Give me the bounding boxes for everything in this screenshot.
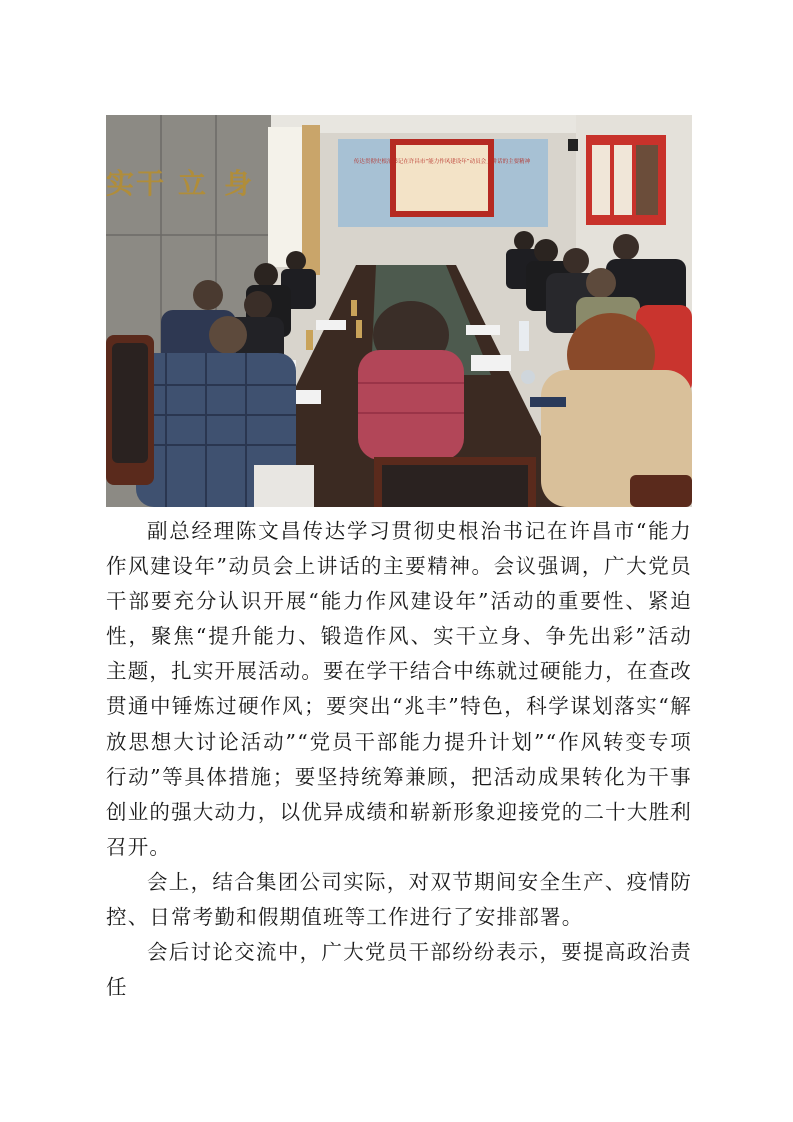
wall-characters	[106, 167, 252, 200]
paragraph: 会上，结合集团公司实际，对双节期间安全生产、疫情防控、日常考勤和假期值班等工作进行了安排部署。	[106, 869, 692, 930]
paragraph: 副总经理陈文昌传达学习贯彻史根治书记在许昌市“能力作风建设年”动员会上讲话的主要精神。会议强调，广大党员干部要充分认识开展“能力作风建设年”活动的重要性、紧迫性，聚焦“提升能力、锻造作风、实干立身、争先出彩”活动主题，扎实开展活动。要在学干结合中练就过硬能力，在查改贯通中锤炼过硬作风；要突出“兆丰”特色，科学谋划落实“解放思想大讨论活动”“党员干部能力提升计划”“作风转变专项行动”等具体措施；要坚持统筹兼顾，把活动成果转化为干事创业的强大动力，以优异成绩和崭新形象迎接党的二十大胜利召开。	[106, 519, 692, 859]
wall-char: 实	[106, 167, 135, 200]
article-body	[106, 514, 692, 1005]
meeting-room-photo	[106, 115, 692, 507]
wall-char: 干	[136, 167, 165, 200]
wall-char: 身	[224, 167, 253, 200]
slide-title: 传达贯彻史根治书记在许昌市“能力作风建设年”动员会上讲话的主要精神	[353, 159, 531, 165]
meeting-photo	[106, 115, 692, 507]
wall-char: 立	[178, 167, 207, 200]
paragraph: 会后讨论交流中，广大党员干部纷纷表示，要提高政治责任	[106, 940, 692, 1000]
